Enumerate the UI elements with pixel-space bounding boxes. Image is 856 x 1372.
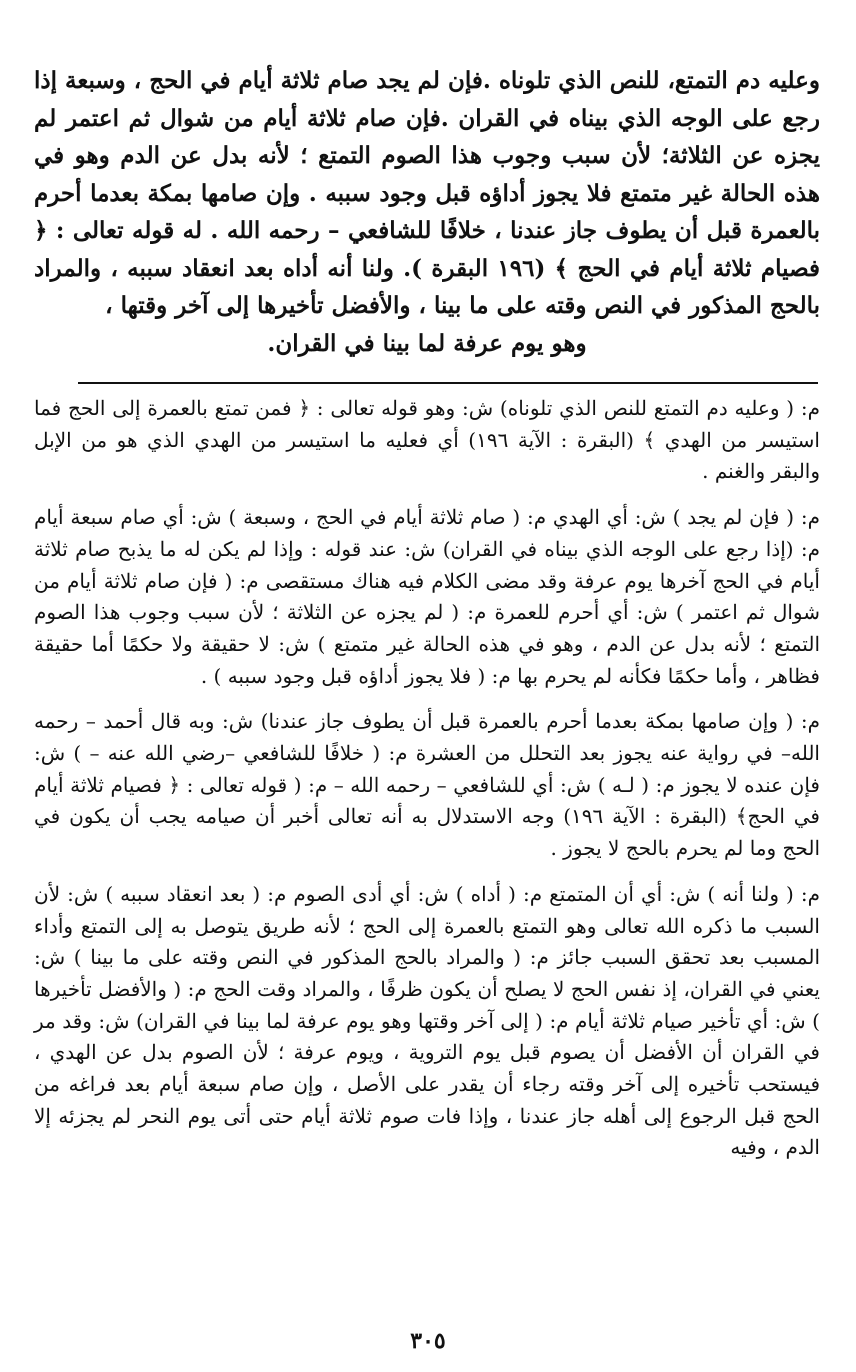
commentary-paragraph: م: ( ولنا أنه ) ش: أي أن المتمتع م: ( أداه ) ش: أي أدى الصوم م: ( بعد انعقاد سببه ) ش: لأن السبب ما ذكره الله تعالى وهو التمتع بالعمرة إلى الحج ؛ لأنه طريق يتوصل به إلى التمتع وأداء المسبب بعد تحقق السبب جائز م: ( والمراد بالحج المذكور في النص وقته على ما بينا ) ش: يعني في القران، إذ نفس الحج لا يصلح أن يكون ظرفًا ، والمراد وقت الحج م: ( والأفضل تأخيرها ) ش: أي تأخير صيام ثلاثة أيام م: ( إلى آخر وقتها وهو يوم عرفة لما بينا في القران) ش: وقد مر في القران أن الأفضل أن يصوم قبل يوم التروية ، ويوم عرفة ؛ لأن الصوم بدل عن الهدي ، فيستحب تأخيره إلى آخر وقته رجاء أن يقدر على الأصل ، وإن صام سبعة أيام بعد فراغه من الحج قبل الرجوع إلى أهله جاز عندنا ، وإذا فات صوم ثلاثة أيام حتى أتى يوم النحر لم يجزئه إلا الدم ، وفيه <box>34 881 820 1160</box>
commentary-paragraph: م: ( وعليه دم التمتع للنص الذي تلوناه) ش: وهو قوله تعالى : ﴿ فمن تمتع بالعمرة إلى الحج فما استيسر من الهدي ﴾ (البقرة : الآية ١٩٦) أي فعليه ما استيسر من الهدي الذي هو من الإبل والبقر والغنم . <box>34 396 820 484</box>
commentary-paragraph: م: ( فإن لم يجد ) ش: أي الهدي م: ( صام ثلاثة أيام في الحج ، وسبعة ) ش: أي صام سبعة أيام م: (إذا رجع على الوجه الذي بيناه في القران) ش: عند قوله : وإذا لم يكن له ما يذبح صام ثلاثة أيام في الحج آخرها يوم عرفة وقد مضى الكلام فيه هناك مستقصى م: ( فإن صام ثلاثة أيام من شوال ثم اعتمر ) ش: أي أحرم للعمرة م: ( لم يجزه عن الثلاثة ؛ لأن سبب وجوب هذا الصوم التمتع ؛ لأنه بدل عن الدم ، وهو في هذه الحالة غير متمتع ) ش: لا حقيقة ولا حكمًا أما حقيقة فظاهر ، وأما حكمًا فكأنه لم يحرم بها م: ( فلا يجوز أداؤه قبل وجود سببه ) . <box>34 505 820 688</box>
page-number: ٣٠٥ <box>410 1328 446 1354</box>
commentary-block <box>34 393 820 1178</box>
commentary-paragraph: م: ( وإن صامها بمكة بعدما أحرم بالعمرة قبل أن يطوف جاز عندنا) ش: وبه قال أحمد – رحمه الله– في رواية عنه يجوز بعد التحلل من العشرة م: ( خلافًا للشافعي –رضي الله عنه – ) ش: فإن عنده لا يجوز م: ( لـه ) ش: أي للشافعي – رحمه الله – م: ( قوله تعالى : ﴿ فصيام ثلاثة أيام في الحج﴾ (البقرة : الآية ١٩٦) وجه الاستدلال به أنه تعالى أخبر أن صيامه يجب أن يكون في الحج وما لم يحرم بالحج لا يجوز . <box>34 709 820 861</box>
main-text-block <box>34 62 820 362</box>
main-text-body: وعليه دم التمتع، للنص الذي تلوناه .فإن لم يجد صام ثلاثة أيام في الحج ، وسبعة إذا رجع على الوجه الذي بيناه في القران .فإن صام ثلاثة أيام من شوال ثم اعتمر لم يجزه عن الثلاثة؛ لأن سبب وجوب هذا الصوم التمتع ؛ لأنه بدل عن الدم وهو في هذه الحالة غير متمتع فلا يجوز أداؤه قبل وجود سببه . وإن صامها بمكة بعدما أحرم بالعمرة قبل أن يطوف جاز عندنا ، خلافًا للشافعي – رحمه الله . له قوله تعالى : ﴿ فصيام ثلاثة أيام في الحج ﴾ (١٩٦ البقرة ). ولنا أنه أداه بعد انعقاد سببه ، والمراد بالحج المذكور في النص وقته على ما بينا ، والأفضل تأخيرها إلى آخر وقتها ، <box>34 67 821 319</box>
section-divider <box>78 382 818 384</box>
main-text-last-line: وهو يوم عرفة لما بينا في القران. <box>267 329 587 357</box>
